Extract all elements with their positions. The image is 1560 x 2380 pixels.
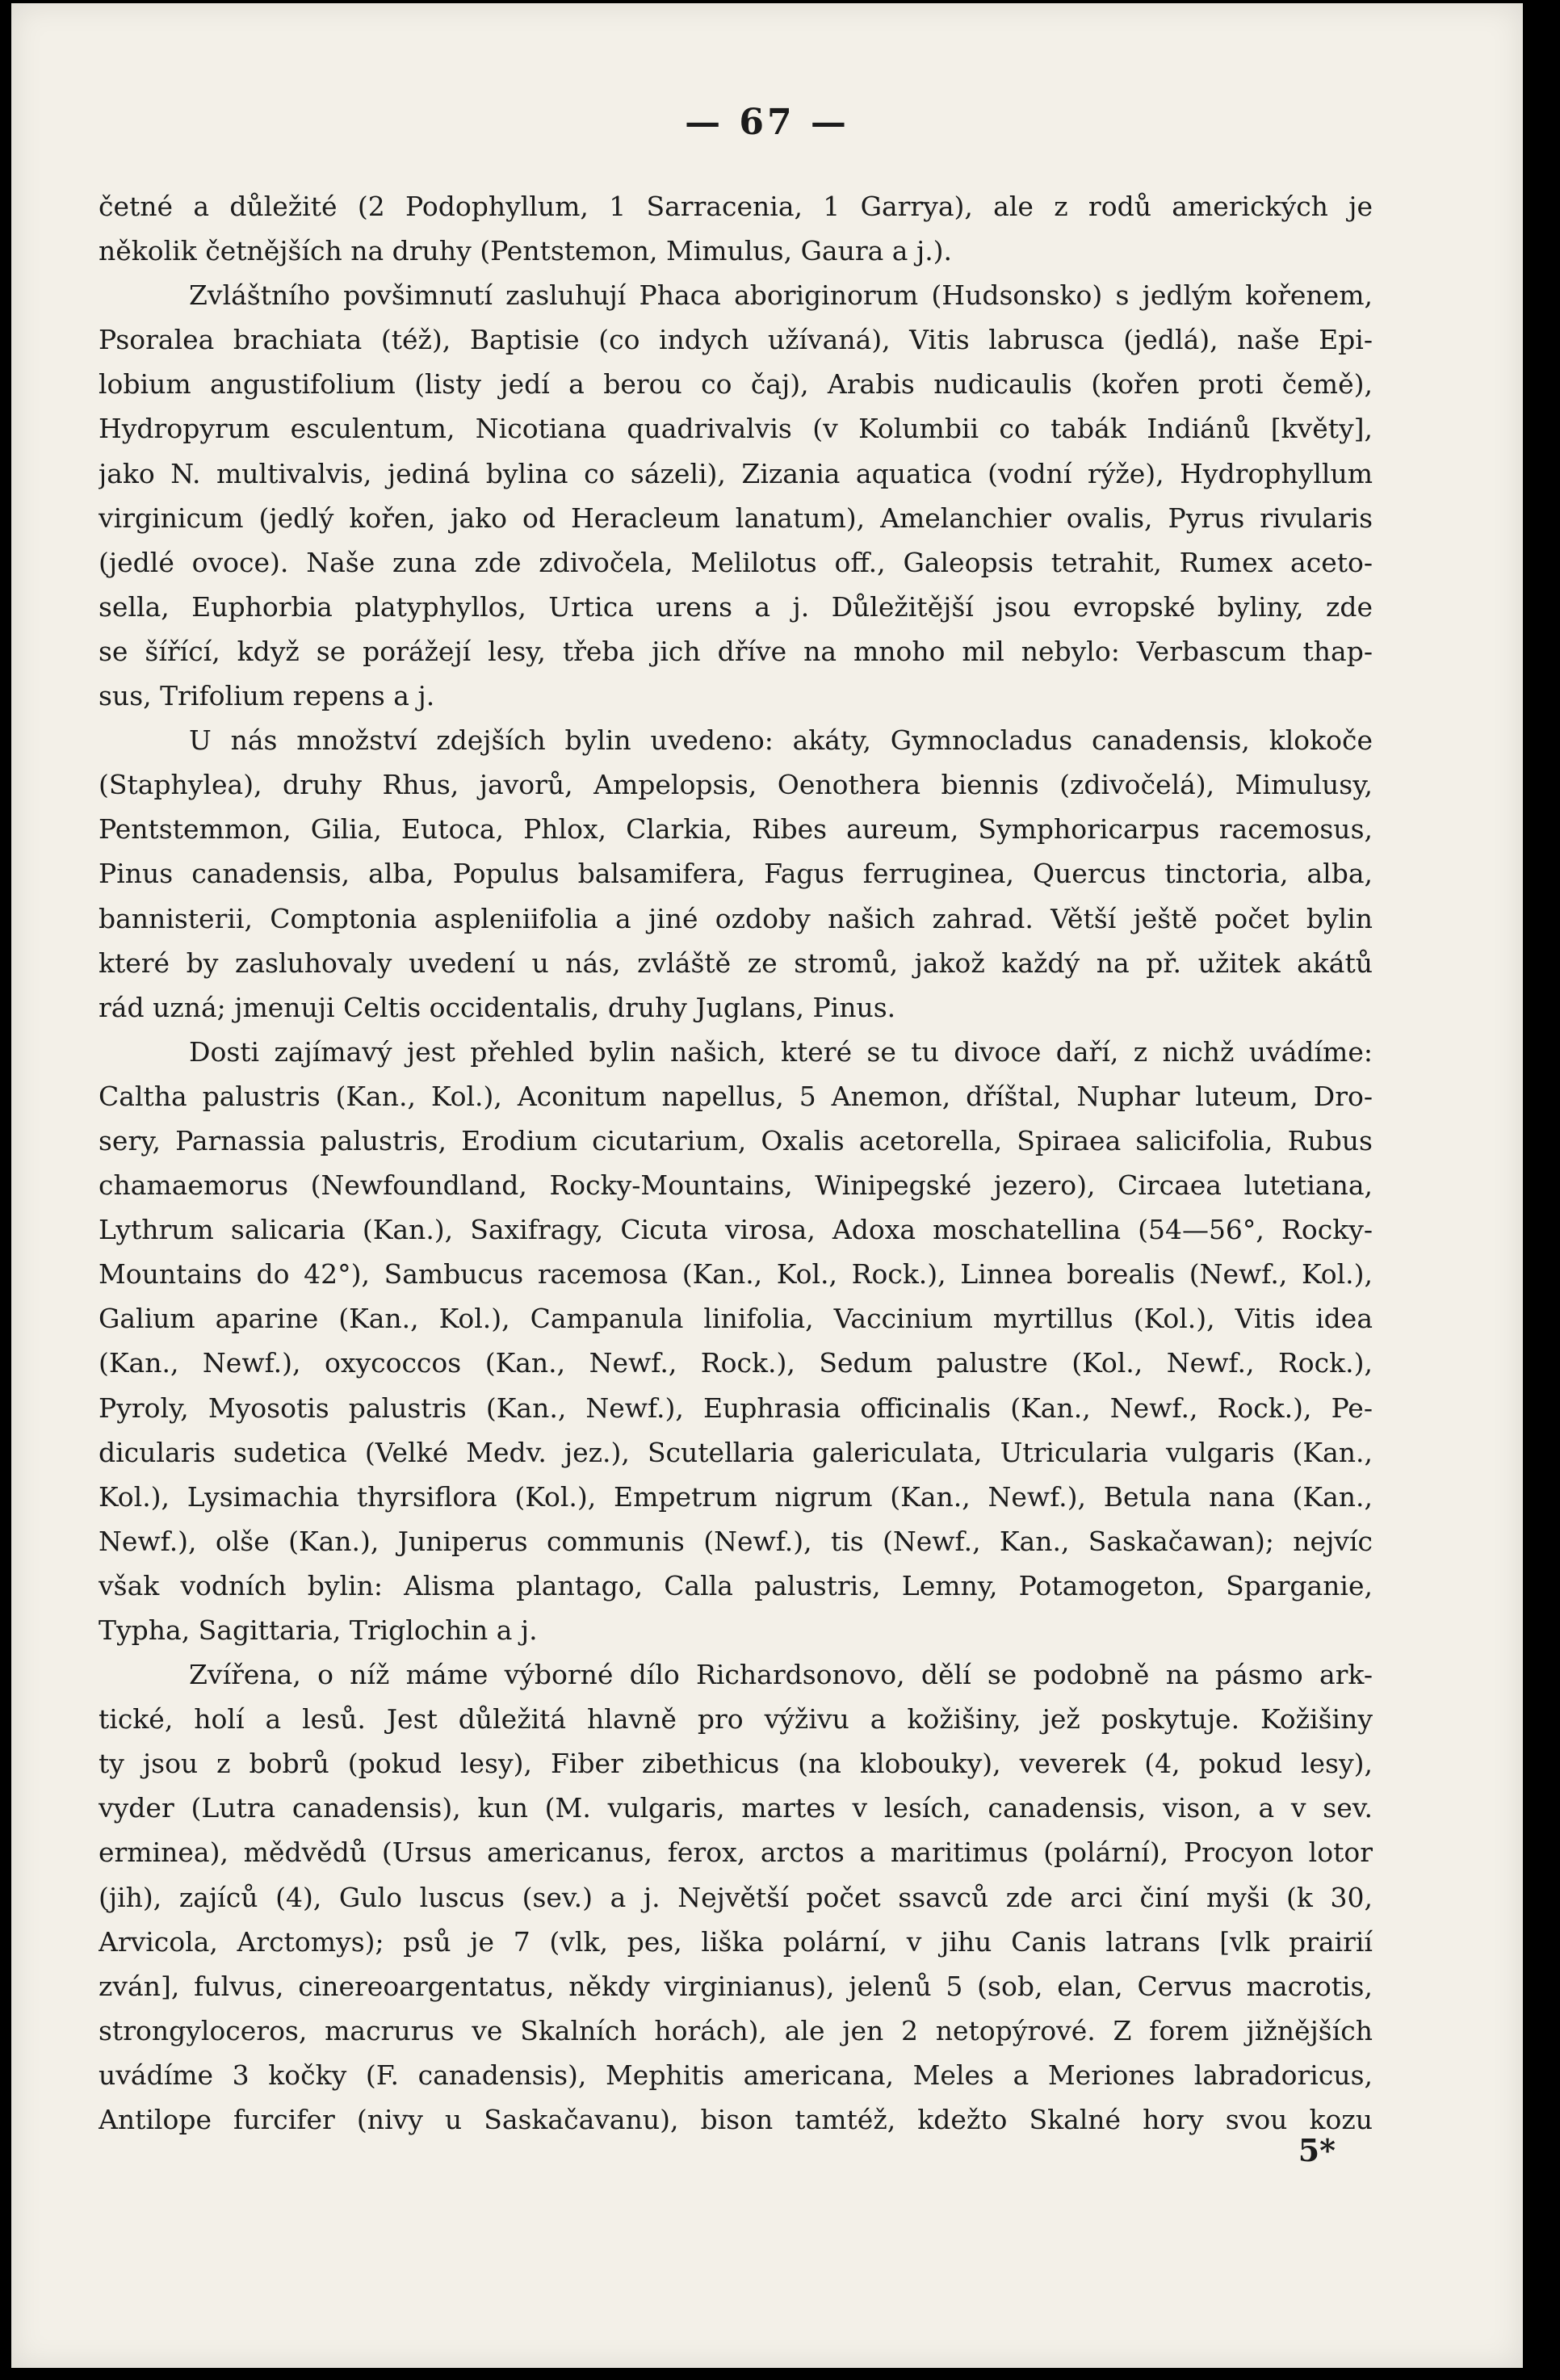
text-line: Mountains do 42°), Sambucus racemosa (Kan., Kol., Rock.), Linnea borealis (Newf., Kol.), (99, 1258, 1373, 1291)
text-line: lobium angustifolium (listy jedí a berou co čaj), Arabis nudicaulis (kořen proti čemě), (99, 368, 1373, 401)
text-line: dicularis sudetica (Velké Medv. jez.), Scutellaria galericulata, Utricularia vulgaris (Kan., (99, 1436, 1373, 1468)
text-line: Galium aparine (Kan., Kol.), Campanula linifolia, Vaccinium myrtillus (Kol.), Vitis idea (99, 1303, 1373, 1335)
text-line: chamaemorus (Newfoundland, Rocky-Mountains, Winipegské jezero), Circaea lutetiana, (99, 1169, 1373, 1202)
text-line: se šířící, když se porážejí lesy, třeba jich dříve na mnoho mil nebylo: Verbascum thap- (99, 635, 1373, 667)
text-line: Arvicola, Arctomys); psů je 7 (vlk, pes, liška polární, v jihu Canis latrans [vlk prairií (99, 1925, 1373, 1958)
text-line: Zvláštního povšimnutí zasluhují Phaca aboriginorum (Hudsonsko) s jedlým kořenem, (189, 279, 1373, 312)
text-line: však vodních bylin: Alisma plantago, Calla palustris, Lemny, Potamogeton, Sparganie, (99, 1569, 1373, 1601)
printer-signature-mark: 5* (1298, 2132, 1336, 2168)
text-line: sella, Euphorbia platyphyllos, Urtica urens a j. Důležitější jsou evropské byliny, zde (99, 590, 1373, 623)
text-line: Newf.), olše (Kan.), Juniperus communis (Newf.), tis (Newf., Kan., Saskačawan); nejvíc (99, 1525, 1373, 1557)
text-line: erminea), mědvědů (Ursus americanus, ferox, arctos a maritimus (polární), Procyon lotor (99, 1836, 1373, 1869)
body-text (99, 184, 1373, 2142)
text-line: Zvířena, o níž máme výborné dílo Richardsonovo, dělí se podobně na pásmo ark- (189, 1659, 1373, 1691)
text-line: Psoralea brachiata (též), Baptisie (co indych užívaná), Vitis labrusca (jedlá), naše Epi- (99, 324, 1373, 356)
text-line: (Staphylea), druhy Rhus, javorů, Ampelopsis, Oenothera biennis (zdivočelá), Mimulusy, (99, 769, 1373, 801)
text-line: Kol.), Lysimachia thyrsiflora (Kol.), Empetrum nigrum (Kan., Newf.), Betula nana (Kan., (99, 1480, 1373, 1513)
text-line: U nás množství zdejších bylin uvedeno: akáty, Gymnocladus canadensis, klokoče (189, 724, 1373, 757)
text-line: Hydropyrum esculentum, Nicotiana quadrivalvis (v Kolumbii co tabák Indiánů [květy], (99, 413, 1373, 445)
text-line: (jih), zajíců (4), Gulo luscus (sev.) a j. Největší počet ssavců zde arci činí myši (k 30, (99, 1881, 1373, 1913)
text-line: (Kan., Newf.), oxycoccos (Kan., Newf., Rock.), Sedum palustre (Kol., Newf., Rock.), (99, 1347, 1373, 1379)
text-line: tické, holí a lesů. Jest důležitá hlavně pro výživu a kožišiny, jež poskytuje. Kožišiny (99, 1703, 1373, 1736)
text-line: ty jsou z bobrů (pokud lesy), Fiber zibethicus (na klobouky), veverek (4, pokud lesy), (99, 1748, 1373, 1780)
text-line: Lythrum salicaria (Kan.), Saxifragy, Cicuta virosa, Adoxa moschatellina (54—56°, Rocky- (99, 1214, 1373, 1246)
page-number: — 67 — (685, 102, 849, 143)
text-line: Pyroly, Myosotis palustris (Kan., Newf.), Euphrasia officinalis (Kan., Newf., Rock.), Pe- (99, 1391, 1373, 1424)
text-line: strongyloceros, macrurus ve Skalních horách), ale jen 2 netopýrové. Z forem jižnějších (99, 2014, 1373, 2046)
text-line: rád uzná; jmenuji Celtis occidentalis, druhy Juglans, Pinus. (99, 991, 896, 1023)
text-line: (jedlé ovoce). Naše zuna zde zdivočela, Melilotus off., Galeopsis tetrahit, Rumex aceto- (99, 546, 1373, 578)
text-line: jako N. multivalvis, jediná bylina co sázeli), Zizania aquatica (vodní rýže), Hydrophyllum (99, 457, 1373, 489)
book-page (11, 3, 1523, 2368)
text-line: Pinus canadensis, alba, Populus balsamifera, Fagus ferruginea, Quercus tinctoria, alba, (99, 858, 1373, 890)
text-line: zván], fulvus, cinereoargentatus, někdy virginianus), jelenů 5 (sob, elan, Cervus macrotis, (99, 1970, 1373, 2002)
text-line: Dosti zajímavý jest přehled bylin našich, které se tu divoce daří, z nichž uvádíme: (189, 1035, 1373, 1068)
text-line: četné a důležité (2 Podophyllum, 1 Sarracenia, 1 Garrya), ale z rodů amerických je (99, 191, 1373, 222)
text-line: uvádíme 3 kočky (F. canadensis), Mephitis americana, Meles a Meriones labradoricus, (99, 2059, 1373, 2091)
text-line: virginicum (jedlý kořen, jako od Heracleum lanatum), Amelanchier ovalis, Pyrus rivularis (99, 502, 1373, 534)
text-line: které by zasluhovaly uvedení u nás, zvláště ze stromů, jakož každý na př. užitek akátů (99, 947, 1373, 979)
text-line: sus, Trifolium repens a j. (99, 680, 435, 712)
text-line: vyder (Lutra canadensis), kun (M. vulgaris, martes v lesích, canadensis, vison, a v sev. (99, 1792, 1373, 1824)
text-line: bannisterii, Comptonia aspleniifolia a jiné ozdoby našich zahrad. Větší ještě počet bylin (99, 902, 1373, 934)
text-line: Pentstemmon, Gilia, Eutoca, Phlox, Clarkia, Ribes aureum, Symphoricarpus racemosus, (99, 813, 1373, 846)
text-line: Antilope furcifer (nivy u Saskačavanu), bison tamtéž, kdežto Skalné hory svou kozu (99, 2104, 1373, 2136)
text-line: sery, Parnassia palustris, Erodium cicutarium, Oxalis acetorella, Spiraea salicifolia, Rubus (99, 1124, 1373, 1156)
text-line: Caltha palustris (Kan., Kol.), Aconitum napellus, 5 Anemon, dříštal, Nuphar luteum, Dro- (99, 1080, 1373, 1112)
text-line: několik četnějších na druhy (Pentstemon, Mimulus, Gaura a j.). (99, 235, 953, 267)
text-line: Typha, Sagittaria, Triglochin a j. (99, 1614, 538, 1646)
